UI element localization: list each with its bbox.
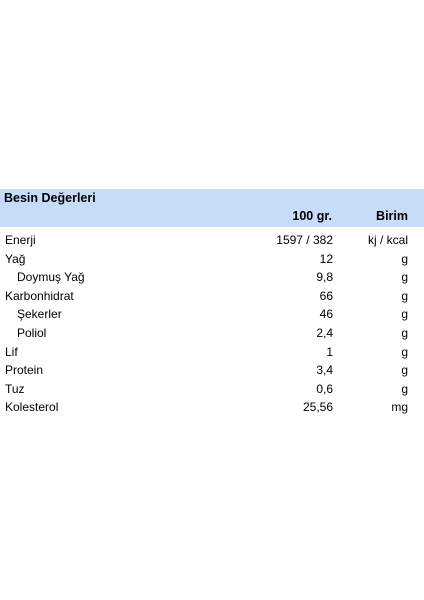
row-name: Yağ [5,251,26,266]
table-row [0,380,424,399]
table-row [0,287,424,306]
row-name: Tuz [5,381,25,396]
column-header-unit: Birim [376,209,408,223]
row-name: Enerji [5,233,36,247]
row-value: 1 [326,344,333,359]
column-header-value: 100 gr. [292,209,332,223]
row-value: 46 [319,307,333,322]
table-row [0,231,424,250]
table-header [0,189,424,227]
row-value: 2,4 [316,325,333,340]
row-name: Lif [5,344,18,359]
row-unit: g [401,288,408,303]
row-value: 66 [319,288,333,303]
row-value: 3,4 [316,363,333,378]
table-row [0,305,424,324]
row-name: Kolesterol [5,400,59,415]
row-name: Protein [5,363,44,378]
row-unit: g [401,251,408,266]
row-value: 9,8 [316,270,333,285]
table-title: Besin Değerleri [4,191,96,205]
row-value: 1597 / 382 [276,233,333,247]
row-unit: g [401,307,408,322]
table-body [0,231,424,417]
table-row [0,250,424,269]
table-row [0,343,424,362]
table-row [0,361,424,380]
table-row [0,398,424,417]
row-value: 0,6 [316,381,333,396]
row-unit: g [401,325,408,340]
row-unit: kj / kcal [367,233,408,247]
row-unit: g [401,363,408,378]
row-unit: g [401,381,408,396]
row-unit: mg [391,400,408,415]
row-unit: g [401,270,408,285]
row-name: Karbonhidrat [5,288,74,303]
row-value: 12 [319,251,333,266]
table-row [0,268,424,287]
row-unit: g [401,344,408,359]
row-name: Şekerler [17,307,62,322]
table-row [0,324,424,343]
row-name: Poliol [17,325,47,340]
row-name: Doymuş Yağ [17,270,85,285]
row-value: 25,56 [302,400,333,415]
nutrition-table [0,189,424,417]
